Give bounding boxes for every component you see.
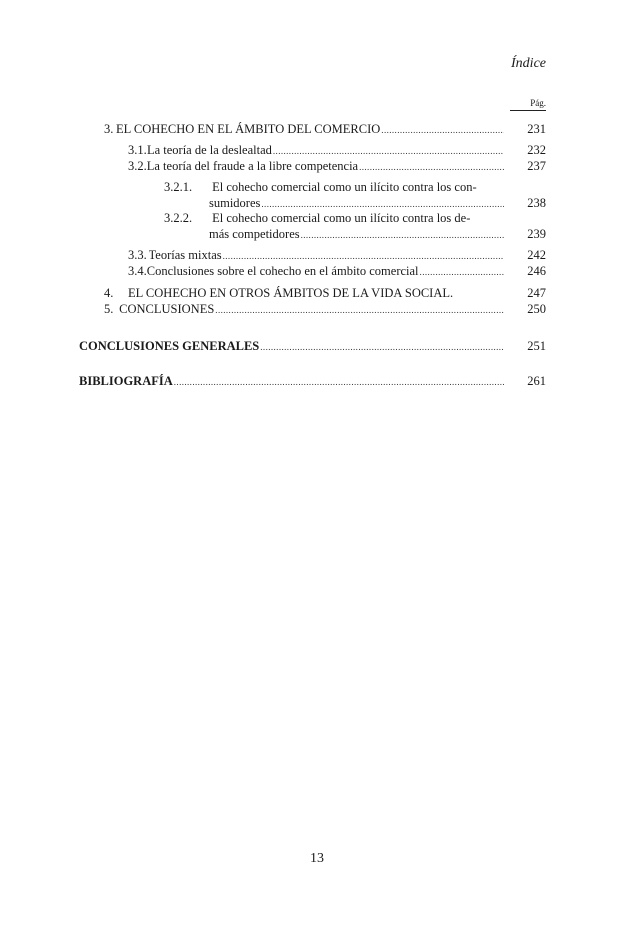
entry-page: 239 (527, 227, 546, 241)
toc-entry[interactable] (79, 373, 504, 390)
entry-title: CONCLUSIONES GENERALES (79, 339, 260, 353)
entry-title: EL COHECHO EN OTROS ÁMBITOS DE LA VIDA SOCIAL. (128, 286, 454, 300)
entry-number: 3.2.2. (164, 211, 193, 225)
entry-page: 251 (527, 339, 546, 353)
toc-entry[interactable] (104, 121, 504, 138)
toc-entry-continuation[interactable] (209, 226, 504, 243)
entry-number: 3.2. (128, 159, 147, 173)
entry-page: 242 (527, 248, 546, 262)
entry-title: El cohecho comercial como un ilícito contra los de- (212, 211, 471, 225)
running-head: Índice (511, 56, 546, 71)
toc-entry[interactable] (104, 285, 504, 301)
entry-title: Teorías mixtas (148, 248, 222, 262)
entry-page: 246 (527, 264, 546, 278)
toc-entry[interactable] (164, 210, 470, 226)
entry-page: 250 (527, 302, 546, 316)
entry-title: El cohecho comercial como un ilícito contra los con- (212, 180, 477, 194)
toc-entry[interactable] (128, 158, 504, 175)
leader-dots (420, 264, 504, 280)
page-column-label: Pág. (510, 98, 546, 111)
leader-dots (174, 374, 504, 390)
entry-title: BIBLIOGRAFÍA (79, 374, 173, 388)
toc-entry[interactable] (128, 142, 504, 159)
entry-number: 5. (104, 302, 114, 316)
entry-number: 3.1. (128, 143, 147, 157)
leader-dots (260, 339, 504, 355)
entry-number: 3. (104, 122, 114, 136)
entry-title-cont: más competidores (209, 227, 300, 241)
entry-page: 238 (527, 196, 546, 210)
toc-entry[interactable] (128, 247, 504, 264)
entry-page: 247 (527, 286, 546, 300)
leader-dots (273, 143, 504, 159)
entry-title: CONCLUSIONES (119, 302, 215, 316)
entry-title: La teoría de la deslealtad (146, 143, 272, 157)
entry-page: 237 (527, 159, 546, 173)
leader-dots (215, 302, 504, 318)
entry-number: 3.4. (128, 264, 147, 278)
entry-page: 232 (527, 143, 546, 157)
toc-entry[interactable] (79, 338, 504, 355)
entry-page: 231 (527, 122, 546, 136)
entry-page: 261 (527, 374, 546, 388)
leader-dots (381, 122, 504, 138)
entry-title: Conclusiones sobre el cohecho en el ámbito comercial (146, 264, 419, 278)
toc-entry[interactable] (164, 179, 477, 195)
entry-number: 3.3. (128, 248, 147, 262)
leader-dots (223, 248, 504, 264)
toc-entry[interactable] (104, 301, 504, 318)
entry-title-cont: sumidores (209, 196, 261, 210)
entry-title: La teoría del fraude a la libre competencia (146, 159, 359, 173)
toc-entry[interactable] (128, 263, 504, 280)
leader-dots (301, 227, 504, 243)
entry-number: 3.2.1. (164, 180, 193, 194)
entry-title: EL COHECHO EN EL ÁMBITO DEL COMERCIO (115, 122, 381, 136)
entry-number: 4. (104, 286, 114, 300)
page-number: 13 (310, 851, 324, 866)
leader-dots (359, 159, 504, 175)
